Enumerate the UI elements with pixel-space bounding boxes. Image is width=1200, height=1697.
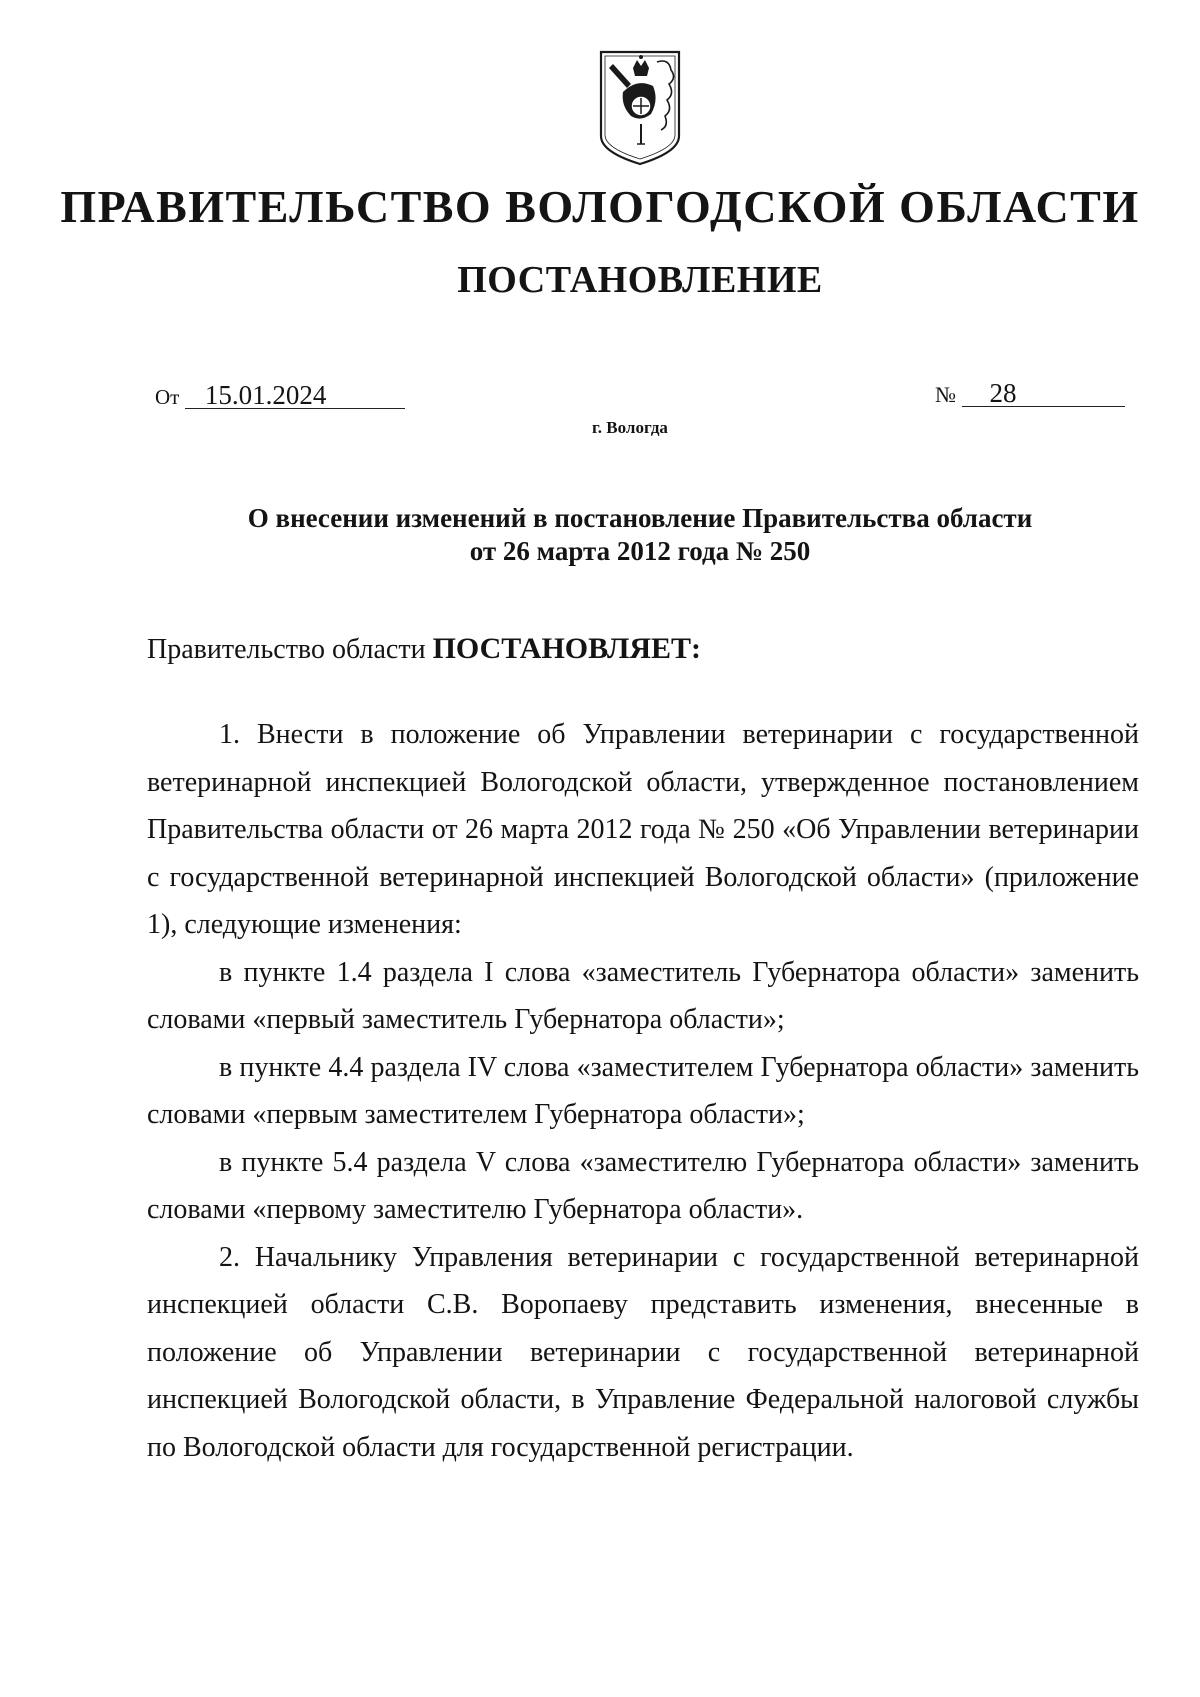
preamble-text: Правительство области bbox=[147, 634, 426, 665]
preamble bbox=[147, 632, 701, 666]
vologda-coat-of-arms-icon bbox=[597, 48, 683, 168]
paragraph-1: 1. Внести в положение об Управлении ветеринарии с государственной ветеринарной инспекцией Вологодской области, утвержденное постановлением Правительства области от 26 марта 2012 года № 250 «Об Управлении ветеринарии с государственной ветеринарной инспекцией Вологодской области» (приложение 1), следующие изменения: bbox=[147, 719, 1139, 940]
preamble-emphasis: ПОСТАНОВЛЯЕТ: bbox=[432, 632, 702, 665]
paragraph-4: в пункте 5.4 раздела V слова «заместителю Губернатора области» заменить словами «первому заместителю Губернатора области». bbox=[147, 1146, 1139, 1225]
date-prefix: От bbox=[155, 385, 180, 409]
document-subject bbox=[0, 502, 1200, 568]
date-block bbox=[155, 382, 405, 410]
paragraph-3: в пункте 4.4 раздела IV слова «заместителем Губернатора области» заменить словами «первым заместителем Губернатора области»; bbox=[147, 1051, 1139, 1130]
government-title: ПРАВИТЕЛЬСТВО ВОЛОГОДСКОЙ ОБЛАСТИ bbox=[60, 181, 1140, 232]
number-prefix: № bbox=[935, 382, 956, 407]
city: г. Вологда bbox=[592, 418, 668, 437]
subject-line-1: О внесении изменений в постановление Правительства области bbox=[247, 503, 1033, 533]
number-block bbox=[935, 380, 1125, 408]
document-number: 28 bbox=[962, 380, 1125, 407]
document-type: ПОСТАНОВЛЕНИЕ bbox=[457, 259, 823, 301]
paragraph-2: в пункте 1.4 раздела I слова «заместитель Губернатора области» заменить словами «первый заместитель Губернатора области»; bbox=[147, 956, 1139, 1035]
document-date: 15.01.2024 bbox=[185, 382, 405, 409]
paragraph-5: 2. Начальнику Управления ветеринарии с государственной ветеринарной инспекцией области С.В. Воропаеву представить изменения, внесенные в положение об Управлении ветеринарии с государственной ветеринарной инспекцией Вологодской области, в Управление Федеральной налоговой службы по Вологодской области для государственной регистрации. bbox=[147, 1241, 1139, 1463]
subject-line-2: от 26 марта 2012 года № 250 bbox=[469, 536, 811, 566]
document-body bbox=[147, 711, 1139, 1471]
